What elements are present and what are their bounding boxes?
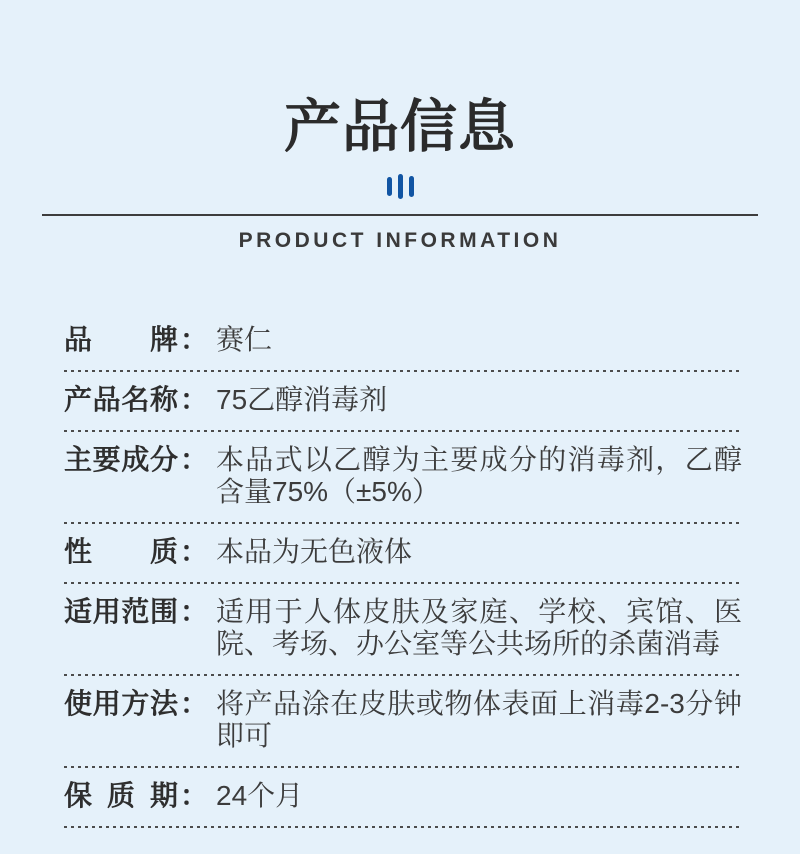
spec-value: 24个月 [216, 780, 304, 811]
header-divider-line [42, 214, 758, 216]
spec-value: 本品为无色液体 [216, 536, 413, 567]
triple-bars-icon [0, 174, 800, 199]
spec-value: 75乙醇消毒剂 [216, 384, 388, 415]
spec-value: 将产品涂在皮肤或物体表面上消毒2-3分钟即可 [216, 688, 742, 751]
spec-label: 主要成分 [64, 444, 178, 475]
spec-row-main-ingredients [64, 432, 742, 522]
spec-row-shelf-life [64, 768, 742, 826]
bar-icon [409, 176, 414, 197]
spec-label: 品牌 [64, 324, 178, 355]
bar-icon [387, 177, 392, 196]
label-colon: ： [180, 384, 209, 415]
row-divider [64, 826, 742, 828]
spec-value: 本品式以乙醇为主要成分的消毒剂，乙醇含量75%（±5%） [216, 444, 742, 507]
label-colon: ： [180, 536, 209, 567]
spec-row-applicable-scope [64, 584, 742, 674]
spec-label: 使用方法 [64, 688, 178, 719]
page-subtitle: PRODUCT INFORMATION [238, 229, 562, 252]
spec-label: 性质 [64, 536, 178, 567]
spec-label: 适用范围 [64, 596, 178, 627]
spec-label: 保质期 [64, 780, 178, 811]
label-colon: ： [180, 444, 209, 475]
spec-table [64, 312, 742, 828]
bar-icon [398, 174, 403, 199]
spec-row-brand [64, 312, 742, 370]
label-colon: ： [180, 688, 209, 719]
header [0, 0, 800, 254]
spec-value: 适用于人体皮肤及家庭、学校、宾馆、医院、考场、办公室等公共场所的杀菌消毒 [216, 596, 742, 659]
spec-row-usage-method [64, 676, 742, 766]
spec-value: 赛仁 [216, 324, 273, 355]
label-colon: ： [180, 324, 209, 355]
spec-label: 产品名称 [64, 384, 178, 415]
label-colon: ： [180, 596, 209, 627]
label-colon: ： [180, 780, 209, 811]
page-title: 产品信息 [284, 95, 516, 159]
spec-row-product-name [64, 372, 742, 430]
spec-row-properties [64, 524, 742, 582]
